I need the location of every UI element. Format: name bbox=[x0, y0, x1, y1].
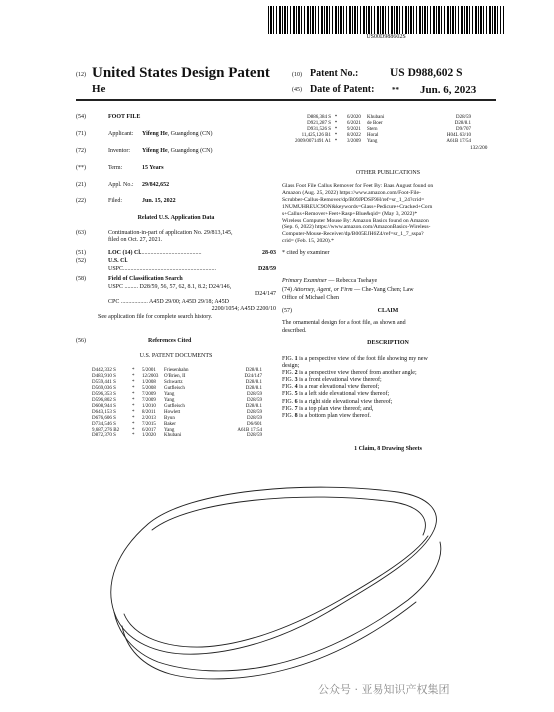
ref-marker: * bbox=[132, 385, 135, 391]
applicant-field bbox=[76, 131, 212, 138]
ref-name: Yang bbox=[164, 427, 175, 433]
publication-line: (Sep. 6, 2022) https://www.amazon.com/AmazonBasics-Wireless- bbox=[282, 224, 431, 231]
attorney-label: Attorney, Agent, or Firm bbox=[293, 287, 353, 293]
ref-marker: * bbox=[132, 391, 135, 397]
filed-value: Jun. 15, 2022 bbox=[142, 198, 176, 204]
ref-marker: * bbox=[132, 427, 135, 433]
ref-date: 6/2020 bbox=[347, 115, 361, 120]
ref-date: 7/2015 bbox=[142, 421, 156, 427]
attorney-line bbox=[282, 287, 414, 294]
date-marker: ** bbox=[392, 86, 399, 94]
claim-line-2: described. bbox=[282, 328, 307, 334]
ref-class: D28/8.1 bbox=[245, 385, 262, 391]
description-line bbox=[282, 391, 496, 398]
search-field bbox=[76, 276, 183, 283]
publication-line: 1NUMUHREUC9ON&keywords=Glass+Pedicure+Cracked+Corn bbox=[282, 203, 433, 210]
ref-class: D28/8.1 bbox=[245, 403, 262, 409]
ref-name: Byun bbox=[164, 415, 175, 421]
fig-prefix: FIG. bbox=[282, 384, 295, 391]
ref-marker: * bbox=[132, 415, 135, 421]
date-of-patent: Jun. 6, 2023 bbox=[420, 84, 477, 96]
foot-file-upper-edge bbox=[152, 497, 425, 535]
reference-list bbox=[92, 368, 262, 439]
patent-barcode bbox=[268, 6, 504, 40]
title-field bbox=[76, 114, 140, 121]
fig-prefix: FIG. bbox=[282, 391, 295, 398]
description-heading: DESCRIPTION bbox=[367, 340, 409, 346]
ref-date: 12/2003 bbox=[142, 373, 159, 379]
uspc-value: D28/59 bbox=[258, 266, 276, 272]
ref-name: Gutfleisch bbox=[164, 403, 185, 409]
description-line bbox=[282, 413, 496, 420]
field-code: (21) bbox=[76, 182, 86, 188]
design-title: FOOT FILE bbox=[108, 114, 141, 120]
fig-text: design; bbox=[282, 363, 300, 370]
search-cpc-line-2: 2200/1054; A45D 2200/10 bbox=[211, 306, 276, 313]
fig-text: is a left side elevational view thereof; bbox=[297, 391, 390, 398]
ref-number: D931,526 S bbox=[307, 126, 331, 132]
filed-label: Filed: bbox=[108, 198, 123, 204]
barcode-number: US00D988602S bbox=[366, 34, 406, 40]
claims-summary: 1 Claim, 8 Drawing Sheets bbox=[354, 446, 422, 452]
ref-marker: * bbox=[334, 132, 338, 138]
ref-number: D921,287 S bbox=[307, 120, 331, 126]
ref-date: 1/2010 bbox=[142, 403, 156, 409]
barcode-bars bbox=[268, 6, 504, 34]
ref-class: D28/59 bbox=[247, 391, 262, 397]
applicant-place: , Guangdong (CN) bbox=[167, 131, 213, 137]
ref-date: 5/2008 bbox=[142, 385, 156, 391]
ref-number: 9,687,276 B2 bbox=[92, 427, 120, 433]
ref-number: D483,910 S bbox=[92, 373, 116, 379]
ref-date: 7/2009 bbox=[142, 397, 156, 403]
ref-marker: * bbox=[132, 403, 135, 409]
attorney-code: (74) bbox=[282, 287, 292, 293]
field-code: (56) bbox=[76, 338, 86, 344]
search-uspc-line-1: USPC ......... D28/59, 56, 57, 62, 8.1, 8.2; D24/146, bbox=[108, 284, 232, 290]
ref-number: 11,425,126 B1 bbox=[301, 132, 331, 138]
field-code: (51) bbox=[76, 250, 86, 256]
ref-marker: * bbox=[132, 433, 135, 439]
fig-prefix: FIG. bbox=[282, 370, 295, 377]
fig-number: 8 bbox=[294, 412, 298, 419]
ref-number: D643,153 S bbox=[92, 409, 116, 415]
prior-refs-tail: 132/200 bbox=[470, 145, 488, 151]
patent-number: US D988,602 S bbox=[390, 67, 463, 79]
ref-number: D559,441 S bbox=[92, 379, 116, 385]
term-field bbox=[76, 165, 164, 172]
ref-number: D596,802 S bbox=[92, 397, 116, 403]
claim-heading: CLAIM bbox=[377, 308, 399, 314]
ref-date: 1/2008 bbox=[142, 379, 156, 385]
fig-prefix: FIG. bbox=[282, 356, 295, 362]
ref-class: D28/59 bbox=[247, 433, 262, 439]
fig-text: is a rear elevational view thereof; bbox=[297, 384, 380, 391]
ref-marker: * bbox=[334, 120, 338, 126]
ref-number: D676,606 S bbox=[92, 415, 116, 421]
appl-no-label: Appl. No.: bbox=[108, 182, 134, 188]
fig-prefix: FIG. bbox=[282, 377, 295, 384]
description-line bbox=[282, 406, 496, 413]
fig-number: 7 bbox=[294, 405, 298, 412]
wechat-watermark: 公众号 · 亚易知识产权集团 bbox=[318, 683, 450, 696]
fig-text: is a top plan view thereof; and, bbox=[297, 405, 374, 412]
ref-marker: * bbox=[132, 368, 135, 373]
loc-field bbox=[76, 250, 276, 257]
ref-date: 1/2020 bbox=[142, 433, 156, 439]
ref-marker: * bbox=[334, 138, 338, 144]
ref-date: 8/2022 bbox=[347, 132, 361, 138]
uspc-line bbox=[108, 266, 276, 273]
attorney-value: — Che-Yang Chen; Law bbox=[352, 287, 414, 293]
reference-row bbox=[92, 433, 262, 439]
ref-class: D28/59 bbox=[456, 115, 471, 120]
ref-class: D28/8.1 bbox=[454, 120, 471, 126]
prior-reference-list bbox=[283, 115, 471, 145]
ref-number: D886,384 S bbox=[307, 115, 331, 120]
ref-date: 9/2021 bbox=[347, 126, 361, 132]
ref-number: D442,332 S bbox=[92, 368, 116, 373]
ref-class: D24/147 bbox=[244, 373, 262, 379]
us-docs-heading: U.S. PATENT DOCUMENTS bbox=[139, 353, 213, 359]
search-label: Field of Classification Search bbox=[108, 276, 183, 282]
fig-number: 3 bbox=[294, 377, 298, 384]
us-cl-label: U.S. Cl. bbox=[108, 258, 128, 264]
examiner-line bbox=[282, 278, 377, 285]
ref-name: Yang bbox=[164, 397, 175, 403]
field-code: (58) bbox=[76, 276, 86, 282]
related-data-heading: Related U.S. Application Data bbox=[137, 215, 215, 221]
ref-name: de Boer bbox=[367, 120, 383, 126]
ref-number: 2009/0071491 A1 bbox=[295, 138, 331, 144]
ref-date: 6/2017 bbox=[142, 427, 156, 433]
fig-number: 4 bbox=[294, 384, 298, 391]
filed-field bbox=[76, 198, 176, 205]
fig-text: is a bottom plan view thereof. bbox=[297, 412, 371, 419]
field-code: (54) bbox=[76, 114, 86, 120]
loc-value: 28-03 bbox=[262, 250, 276, 256]
other-publications-heading: OTHER PUBLICATIONS bbox=[355, 170, 421, 176]
ref-marker: * bbox=[132, 373, 135, 379]
fig-prefix: FIG. bbox=[282, 398, 295, 405]
publication-line: s+Callus+Remover+Feet+Rasp+Blue&qid= (May 3, 2022)* bbox=[282, 210, 418, 217]
fig-prefix: FIG. bbox=[282, 405, 295, 412]
ref-name: Horal bbox=[367, 132, 379, 138]
references-field bbox=[76, 338, 191, 345]
ref-class: A61B 17/54 bbox=[446, 138, 471, 144]
inventor-place: , Guangdong (CN) bbox=[167, 148, 213, 154]
ref-class: H04L 63/10 bbox=[446, 132, 471, 138]
ref-name: Friesenhahn bbox=[164, 368, 189, 373]
ref-name: Schwartz bbox=[164, 379, 183, 385]
foot-file-perspective-drawing bbox=[78, 462, 448, 688]
fig-number: 1 bbox=[294, 356, 298, 362]
publication-line: crid= (Feb. 15, 2020).* bbox=[282, 238, 334, 245]
search-cpc-line-1: CPC .................. A45D 29/00; A45D 29/18; A45D bbox=[108, 298, 230, 305]
loc-dots: ........................................ bbox=[141, 250, 202, 256]
field-code: (63) bbox=[76, 230, 86, 236]
ref-marker: * bbox=[334, 126, 338, 132]
other-publications bbox=[282, 183, 496, 245]
continuation-line-2: filed on Oct. 27, 2021. bbox=[108, 237, 163, 244]
ref-number: D734,546 S bbox=[92, 421, 116, 427]
publication-line: Scrubber-Callus-Remover/dp/B09JPDSF9H/ref=sr_1_24?crid= bbox=[282, 196, 425, 203]
publication-line: Glass Foot File Callus Remover for Feet By: Baas August found on bbox=[282, 183, 434, 189]
ref-name: Khubani bbox=[164, 433, 182, 439]
references-label: References Cited bbox=[148, 338, 192, 344]
ref-number: D872,370 S bbox=[92, 433, 116, 439]
applicant-name: Yifeng He bbox=[142, 131, 168, 137]
search-note: See application file for complete search history. bbox=[98, 313, 213, 320]
loc-label: LOC (14) Cl. bbox=[108, 250, 142, 256]
fig-text: is a perspective view thereof from another angle; bbox=[297, 370, 417, 377]
document-title: United States Design Patent bbox=[92, 65, 270, 81]
description-list bbox=[282, 356, 496, 420]
ref-marker: * bbox=[132, 397, 135, 403]
ref-class: D6/601 bbox=[247, 421, 262, 427]
field-code: (**) bbox=[76, 165, 86, 171]
appl-no-field bbox=[76, 182, 169, 189]
ref-date: 8/2011 bbox=[142, 409, 156, 415]
fig-text: is a right side elevational view thereof; bbox=[297, 398, 393, 405]
inventor-field bbox=[76, 148, 212, 155]
ref-name: Gutfleisch bbox=[164, 385, 185, 391]
ref-date: 6/2021 bbox=[347, 120, 361, 126]
kind-code-12: (12) bbox=[76, 72, 86, 78]
kind-code-45: (45) bbox=[292, 87, 302, 93]
search-details bbox=[98, 284, 276, 321]
search-uspc-line-2: D24/147 bbox=[255, 291, 276, 298]
ref-date: 7/2009 bbox=[142, 391, 156, 397]
fig-text: is a perspective view of the foot file showing my new bbox=[297, 356, 428, 362]
patent-number-label: Patent No.: bbox=[310, 68, 359, 79]
prior-reference-row bbox=[283, 139, 471, 145]
uspc-label: USPC bbox=[108, 266, 124, 272]
us-cl-field bbox=[76, 258, 128, 265]
applicant-label: Applicant: bbox=[108, 131, 134, 137]
ref-date: 3/2009 bbox=[347, 138, 361, 144]
claim-line-1: The ornamental design for a foot file, as shown and bbox=[282, 320, 406, 326]
ref-marker: * bbox=[334, 115, 338, 120]
ref-class: D28/59 bbox=[247, 409, 262, 415]
cited-by-examiner: * cited by examiner bbox=[282, 250, 330, 256]
attorney-line-2: Office of Michael Chen bbox=[282, 295, 340, 301]
publication-line: Wireless Computer Mouse By: Amazon Basics found on Amazon bbox=[282, 217, 429, 224]
inventor-label: Inventor: bbox=[108, 148, 130, 154]
publication-line: Computer-Mouse-Receiver/dp/B005EJH6Z4/ref=sr_1_7_sspa? bbox=[282, 231, 424, 238]
ref-number: D569,036 S bbox=[92, 385, 116, 391]
ref-class: D28/59 bbox=[247, 415, 262, 421]
field-code: (52) bbox=[76, 258, 86, 264]
ref-date: 5/2001 bbox=[142, 368, 156, 373]
description-line bbox=[282, 356, 496, 363]
fig-number: 6 bbox=[294, 398, 298, 405]
ref-name: Baker bbox=[164, 421, 176, 427]
claim-code: (57) bbox=[282, 308, 292, 314]
examiner-label: Primary Examiner bbox=[282, 278, 327, 284]
ref-marker: * bbox=[132, 421, 135, 427]
field-code: (71) bbox=[76, 131, 86, 137]
foot-file-edge-line bbox=[124, 536, 428, 647]
fig-number: 5 bbox=[294, 391, 298, 398]
term-value: 15 Years bbox=[142, 165, 164, 171]
description-line bbox=[282, 399, 496, 406]
ref-name: O'Brien, II bbox=[164, 373, 186, 379]
continuation-field bbox=[76, 230, 232, 245]
ref-marker: * bbox=[132, 409, 135, 415]
ref-class: D28/8.1 bbox=[245, 368, 262, 373]
fig-prefix: FIG. bbox=[282, 412, 295, 419]
publication-line: Amazon (Aug. 25, 2022) https://www.amazon.com/Foot-File- bbox=[282, 189, 421, 196]
ref-class: A61B 17:54 bbox=[237, 427, 262, 433]
ref-number: D596,353 S bbox=[92, 391, 116, 397]
inventor-name: Yifeng He bbox=[142, 148, 168, 154]
fig-text: is a front elevational view thereof; bbox=[297, 377, 382, 384]
uspc-dots: .............................................................. bbox=[123, 266, 217, 272]
fig-number: 2 bbox=[294, 370, 298, 377]
ref-class: D28/59 bbox=[247, 397, 262, 403]
date-of-patent-label: Date of Patent: bbox=[310, 84, 375, 95]
ref-class: D28/8.1 bbox=[245, 379, 262, 385]
ref-name: Yang bbox=[367, 138, 378, 144]
ref-date: 2/2013 bbox=[142, 415, 156, 421]
ref-class: D9/707 bbox=[456, 126, 471, 132]
field-code: (72) bbox=[76, 148, 86, 154]
foot-file-base bbox=[122, 602, 416, 679]
ref-name: Stern bbox=[367, 126, 378, 132]
continuation-line-1: Continuation-in-part of application No. 29/813,145, bbox=[108, 230, 233, 236]
ref-name: Yang bbox=[164, 391, 175, 397]
appl-no-value: 29/842,652 bbox=[142, 182, 170, 188]
ref-marker: * bbox=[132, 379, 135, 385]
ref-name: Howlett bbox=[164, 409, 181, 415]
inventor-surname: He bbox=[92, 83, 106, 95]
kind-code-10: (10) bbox=[292, 72, 302, 78]
term-label: Term: bbox=[108, 165, 123, 171]
field-code: (22) bbox=[76, 198, 86, 204]
examiner-name: — Rebecca Tsehaye bbox=[326, 278, 378, 284]
header-rule bbox=[76, 99, 496, 101]
ref-name: Khubani bbox=[367, 115, 385, 120]
ref-number: D608,944 S bbox=[92, 403, 116, 409]
